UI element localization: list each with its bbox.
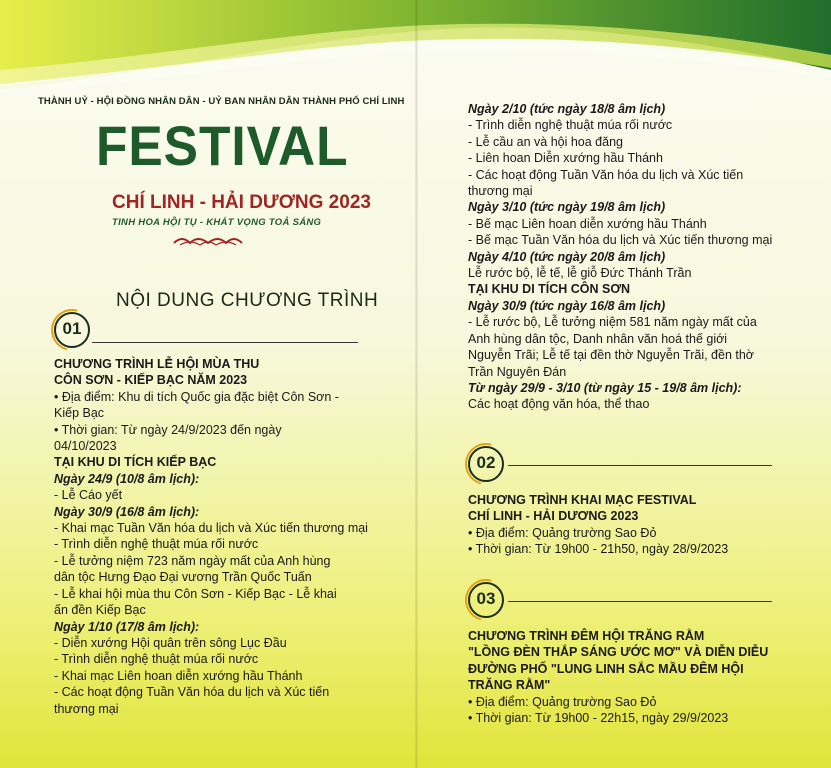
- text-line: - Trình diễn nghệ thuật múa rối nước: [468, 118, 673, 133]
- text-line: - Bế mạc Liên hoan diễn xướng hầu Thánh: [468, 216, 707, 231]
- text-line: - Trình diễn nghệ thuật múa rối nước: [54, 652, 259, 667]
- section-title: NỘI DUNG CHƯƠNG TRÌNH: [116, 290, 379, 311]
- text-line: • Thời gian: Từ 19h00 - 21h50, ngày 28/9/2023: [468, 542, 729, 557]
- text-line: - Khai mạc Tuần Văn hóa du lịch và Xúc tiến thương mại: [54, 521, 368, 536]
- text-line: Ngày 3/10 (tức ngày 19/8 âm lịch): [468, 200, 666, 215]
- text-line: - Các hoạt động Tuần Văn hóa du lịch và Xúc tiến: [54, 685, 330, 700]
- text-line: • Địa điểm: Quảng trường Sao Đỏ: [468, 525, 657, 540]
- text-line: - Lễ tưởng niệm 723 năm ngày mất của Anh hùng: [54, 553, 331, 568]
- text-line: Ngày 2/10 (tức ngày 18/8 âm lịch): [468, 102, 666, 116]
- text-line: TẠI KHU DI TÍCH CÔN SƠN: [468, 282, 631, 297]
- text-line: CHÍ LINH - HẢI DƯƠNG 2023: [468, 509, 639, 524]
- text-line: - Liên hoan Diễn xướng hầu Thánh: [468, 151, 663, 166]
- schedule-continued: [468, 101, 772, 413]
- page-fold: [415, 0, 418, 768]
- text-line: - Khai mạc Liên hoan diễn xướng hầu Thánh: [54, 668, 303, 683]
- text-line: ấn đền Kiếp Bạc: [54, 603, 146, 618]
- text-line: CÔN SƠN - KIẾP BẠC NĂM 2023: [54, 373, 248, 388]
- text-line: Kiếp Bạc: [54, 406, 105, 421]
- text-line: - Lễ Cáo yết: [54, 488, 123, 503]
- badge-03: 03: [468, 582, 504, 618]
- text-line: TRĂNG RẰM": [468, 678, 551, 693]
- program-01-content: [54, 356, 368, 717]
- text-line: Lễ rước bộ, lễ tế, lễ giỗ Đức Thánh Trần: [468, 266, 692, 281]
- festival-subtitle: CHÍ LINH - HẢI DƯƠNG 2023: [112, 192, 371, 213]
- divider-03: [508, 601, 772, 602]
- text-line: - Diễn xướng Hội quân trên sông Lục Đầu: [54, 635, 287, 650]
- text-line: - Trình diễn nghệ thuật múa rối nước: [54, 537, 259, 552]
- text-line: CHƯƠNG TRÌNH ĐÊM HỘI TRĂNG RẰM: [468, 629, 705, 643]
- text-line: CHƯƠNG TRÌNH KHAI MẠC FESTIVAL: [468, 493, 697, 507]
- program-02-content: [468, 492, 728, 558]
- text-line: Ngày 30/9 (16/8 âm lịch):: [54, 504, 200, 519]
- text-line: TẠI KHU DI TÍCH KIẾP BẠC: [54, 455, 217, 470]
- text-line: dân tộc Hưng Đạo Đại vương Trần Quốc Tuấn: [54, 570, 312, 585]
- text-line: thương mại: [54, 701, 119, 716]
- ornament-icon: [172, 233, 244, 247]
- text-line: thương mại: [468, 184, 533, 199]
- program-03-content: [468, 628, 768, 726]
- text-line: Ngày 30/9 (tức ngày 16/8 âm lịch): [468, 298, 666, 313]
- festival-slogan: TINH HOA HỘI TỤ - KHÁT VỌNG TOẢ SÁNG: [112, 217, 322, 228]
- text-line: - Các hoạt động Tuần Văn hóa du lịch và Xúc tiến: [468, 167, 744, 182]
- text-line: "LỒNG ĐÈN THẮP SÁNG ƯỚC MƠ" VÀ DIỄN DIỄU: [468, 645, 769, 660]
- text-line: Ngày 24/9 (10/8 âm lịch):: [54, 471, 200, 486]
- text-line: Trần Nguyên Đán: [468, 364, 567, 379]
- festival-title: FESTIVAL: [96, 114, 349, 177]
- text-line: Ngày 1/10 (17/8 âm lịch):: [54, 619, 200, 634]
- text-line: Anh hùng dân tộc, Danh nhân văn hoá thế giới: [468, 331, 728, 346]
- text-line: ĐƯỜNG PHỐ "LUNG LINH SẮC MẦU ĐÊM HỘI: [468, 661, 744, 676]
- text-line: 04/10/2023: [54, 439, 117, 454]
- text-line: • Địa điểm: Quảng trường Sao Đỏ: [468, 694, 657, 709]
- text-line: Ngày 4/10 (tức ngày 20/8 âm lịch): [468, 249, 666, 264]
- badge-02: 02: [468, 446, 504, 482]
- text-line: • Thời gian: Từ ngày 24/9/2023 đến ngày: [54, 422, 282, 437]
- text-line: - Lễ rước bộ, Lễ tưởng niệm 581 năm ngày mất của: [468, 315, 757, 330]
- text-line: • Thời gian: Từ 19h00 - 22h15, ngày 29/9/2023: [468, 711, 729, 726]
- text-line: - Lễ cầu an và hội hoa đăng: [468, 134, 623, 149]
- divider-01: [92, 342, 358, 343]
- text-line: Các hoạt động văn hóa, thể thao: [468, 397, 650, 412]
- text-line: - Bế mạc Tuần Văn hóa du lịch và Xúc tiến thương mại: [468, 233, 773, 248]
- text-line: - Lễ khai hội mùa thu Côn Sơn - Kiếp Bạc - Lễ khai: [54, 586, 337, 601]
- text-line: Từ ngày 29/9 - 3/10 (từ ngày 15 - 19/8 âm lịch):: [468, 380, 742, 395]
- divider-02: [508, 465, 772, 466]
- organizer-line: THÀNH UỶ - HỘI ĐỒNG NHÂN DÂN - UỶ BAN NHÂN DÂN THÀNH PHỐ CHÍ LINH: [38, 96, 405, 107]
- text-line: Nguyễn Trãi; Lễ tế tại đền thờ Nguyễn Trãi, đền thờ: [468, 348, 755, 363]
- text-line: CHƯƠNG TRÌNH LỄ HỘI MÙA THU: [54, 357, 260, 371]
- text-line: • Địa điểm: Khu di tích Quốc gia đặc biệt Côn Sơn -: [54, 389, 339, 404]
- badge-01: 01: [54, 312, 90, 348]
